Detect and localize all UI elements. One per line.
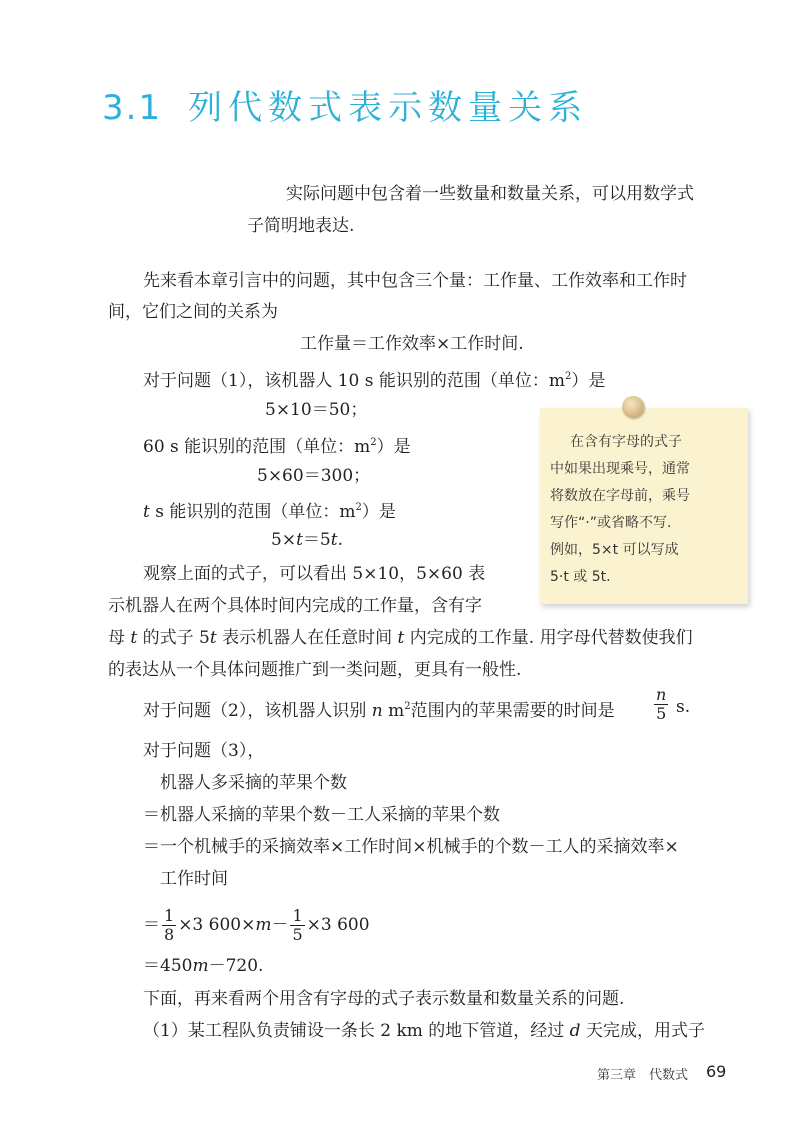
l5-f2-num: 1 (292, 906, 303, 925)
q1c-post: ）是 (361, 502, 396, 522)
observation-line-1: 观察上面的式子，可以看出 5×10，5×60 表 (143, 564, 486, 584)
q1-post: ）是 (571, 371, 606, 391)
equation-2: 5×60＝300； (257, 466, 371, 486)
section-number: 3.1 (102, 88, 163, 128)
q2-sup: 2 (404, 701, 411, 712)
l5-f2-den: 5 (292, 925, 303, 944)
note-line-2: 中如果出现乘号，通常 (550, 461, 690, 477)
eq3-mid: ＝5 (302, 530, 331, 550)
eq3-var: t (296, 530, 303, 550)
q1b-post: ）是 (376, 437, 411, 457)
equation-3 (271, 529, 343, 551)
note-line-5: 例如，5×t 可以写成 (550, 542, 679, 558)
last-post: 天完成，用式子 (580, 1021, 705, 1041)
last-paragraph (143, 1020, 705, 1042)
q1c-sup: 2 (355, 502, 362, 513)
obs-l3c: 表示机器人在任意时间 (216, 628, 398, 648)
q2-post: 范围内的苹果需要的时间是 (410, 701, 615, 721)
note-line-6: 5·t 或 5t. (550, 569, 611, 585)
obs-l3var: t (130, 628, 138, 648)
q2-pre: 对于问题（2），该机器人识别 (143, 701, 372, 721)
eq3-post: . (337, 530, 343, 550)
last-var: d (569, 1021, 581, 1041)
q1c-pre: s 能识别的范围（单位：m (149, 502, 356, 522)
observation-line-2: 示机器人在两个具体时间内完成的工作量，含有字 (108, 596, 482, 616)
l5-post: ×3 600 (306, 915, 370, 935)
l5-pre: ＝ (143, 915, 160, 935)
fraction-1-over-5 (290, 907, 304, 944)
q3-line-6 (143, 955, 263, 977)
observation-line-3 (108, 627, 693, 649)
q2-var: n (371, 701, 383, 721)
q1c-var: t (143, 502, 150, 522)
q3-line-3: ＝一个机械手的采摘效率×工作时间×机械手的个数－工人的采摘效率× (143, 837, 679, 857)
q3-line-5 (143, 900, 370, 950)
q2-mid: m (382, 701, 405, 721)
q1b-sup: 2 (370, 437, 377, 448)
next-paragraph: 下面，再来看两个用含有字母的式子表示数量和数量关系的问题. (143, 989, 625, 1009)
frac-numerator: n (656, 685, 667, 704)
q3-line-1: 机器人多采摘的苹果个数 (160, 773, 347, 793)
obs-l3var3: t (397, 628, 405, 648)
side-note (540, 408, 748, 604)
formula-work: 工作量＝工作效率×工作时间. (300, 334, 524, 354)
obs-l3var2: t (209, 628, 217, 648)
question3-label: 对于问题（3）， (143, 741, 265, 761)
question1b-text (143, 432, 411, 458)
l5-minus: － (271, 915, 289, 935)
q1b-pre: 60 s 能识别的范围（单位：m (143, 437, 371, 457)
q1-sup: 2 (565, 371, 572, 382)
para1-line-2: 间，它们之间的关系为 (108, 302, 278, 322)
question2-text (143, 696, 615, 722)
observation-line-4: 的表达从一个具体问题推广到一类问题，更具有一般性. (108, 660, 522, 680)
intro-line-2: 子简明地表达. (247, 216, 355, 236)
question1-text (143, 366, 605, 392)
eq3-var2: t (330, 530, 338, 550)
equation-1: 5×10＝50； (265, 400, 368, 420)
frac-denominator: 5 (656, 704, 667, 723)
note-line-3: 将数放在字母前，乘号 (550, 488, 690, 504)
l5-var: m (255, 915, 272, 935)
q3-line-4: 工作时间 (160, 869, 228, 889)
note-line-4: 写作“·”或省略不写. (550, 515, 672, 531)
intro-line-1: 实际问题中包含着一些数量和数量关系，可以用数学式 (286, 184, 694, 204)
eq3-pre: 5× (271, 530, 297, 550)
q1-pre: 对于问题（1），该机器人 10 s 能识别的范围（单位：m (143, 371, 566, 391)
l5-f1-num: 1 (164, 906, 175, 925)
l5-mid: ×3 600× (178, 915, 256, 935)
section-title-text: 列代数式表示数量关系 (188, 88, 589, 128)
last-pre: （1）某工程队负责铺设一条长 2 km 的地下管道，经过 (143, 1021, 570, 1041)
fraction-1-over-8 (162, 907, 176, 944)
fraction-n-over-5 (654, 686, 668, 723)
page-number: 69 (706, 1062, 727, 1081)
pushpin-icon (622, 396, 644, 418)
para1-line-1: 先来看本章引言中的问题，其中包含三个量：工作量、工作效率和工作时 (143, 271, 687, 291)
question2-unit: s. (676, 697, 691, 717)
footer-chapter: 第三章 代数式 (597, 1068, 689, 1083)
note-line-1: 在含有字母的式子 (570, 434, 682, 450)
q3-line-2: ＝机器人采摘的苹果个数－工人采摘的苹果个数 (143, 805, 500, 825)
l5-f1-den: 8 (164, 925, 175, 944)
obs-l3a: 母 (108, 628, 131, 648)
obs-l3b: 的式子 5 (137, 628, 210, 648)
l6-var: m (192, 956, 209, 976)
obs-l3d: 内完成的工作量. 用字母代替数使我们 (404, 628, 693, 648)
l6-post: －720. (208, 956, 264, 976)
question1c-text (143, 497, 396, 523)
l6-pre: ＝450 (143, 956, 193, 976)
section-title (102, 80, 588, 129)
